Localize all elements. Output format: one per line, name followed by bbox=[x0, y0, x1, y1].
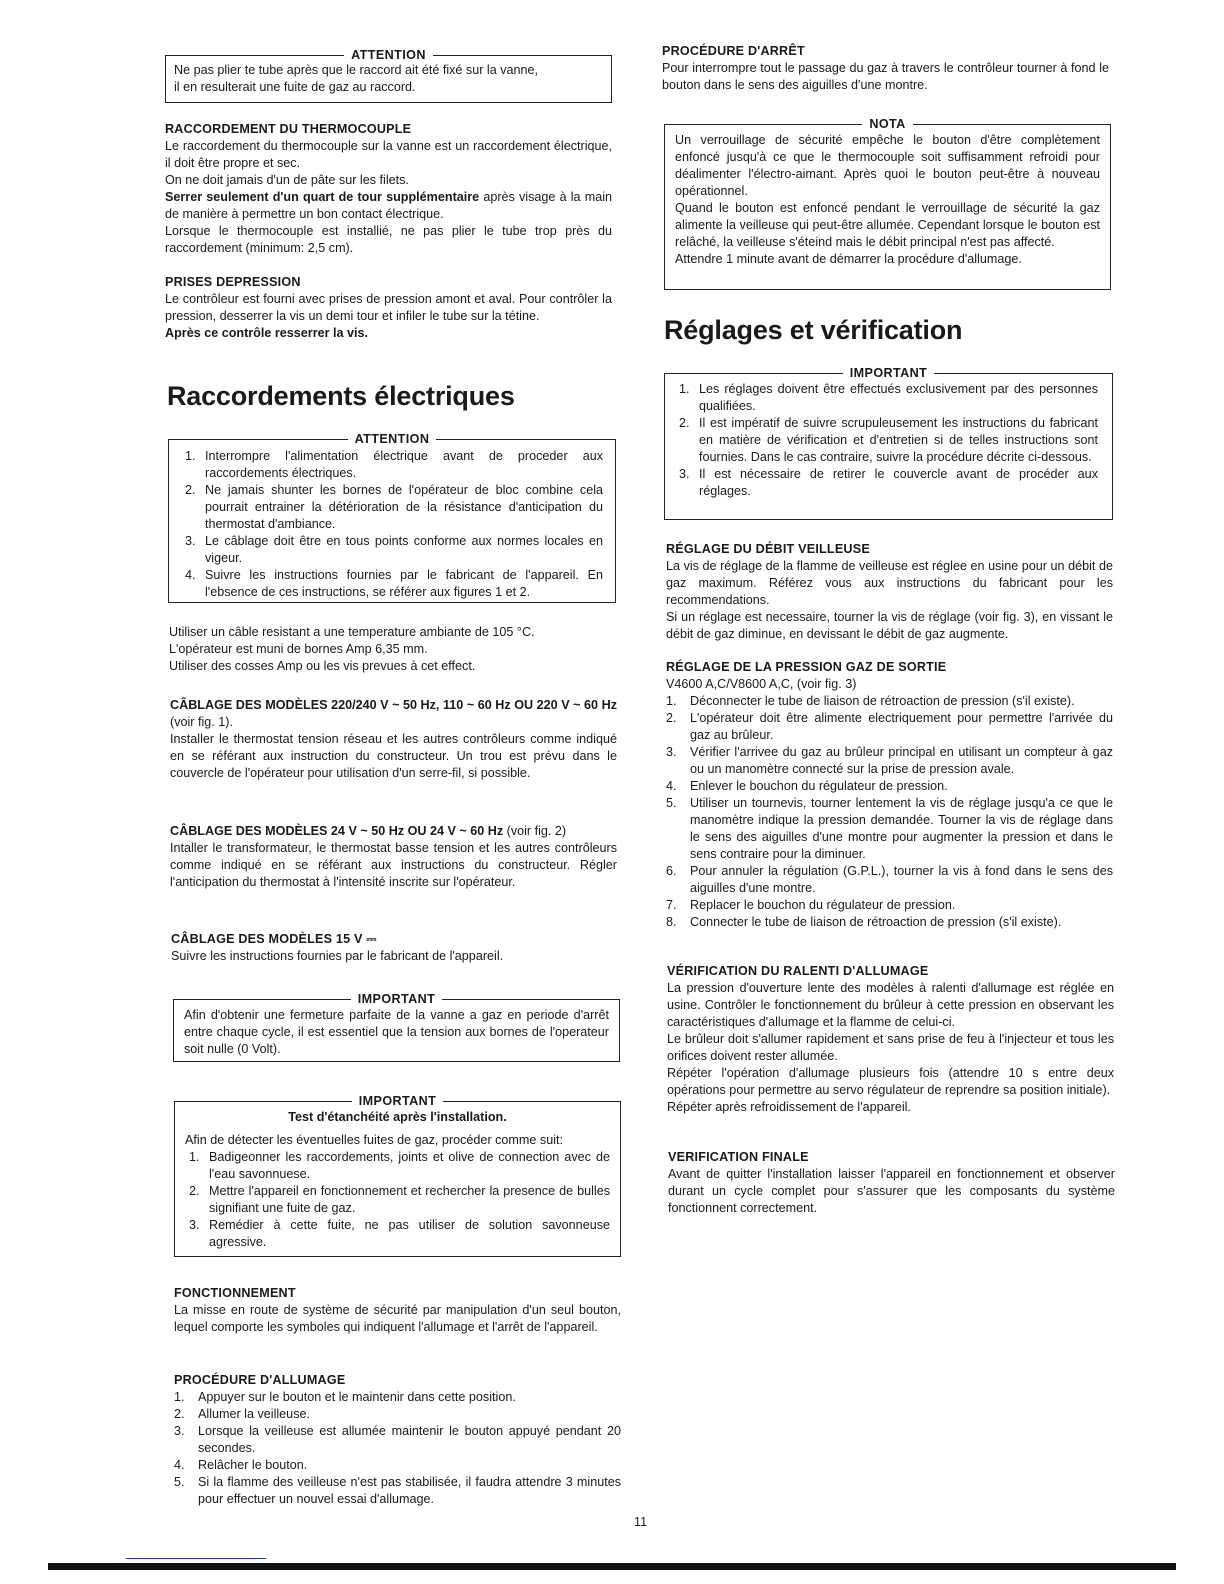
section-heading: RÉGLAGE DU DÉBIT VEILLEUSE bbox=[666, 542, 870, 556]
paragraph: Le contrôleur est fourni avec prises de pression amont et aval. Pour contrôler la pression, desserrer la vis un demi tour et infiler le tube sur la tétine. bbox=[165, 292, 612, 323]
important-title: IMPORTANT bbox=[175, 1092, 620, 1110]
allumage-list bbox=[174, 1389, 621, 1508]
paragraph: La pression d'ouverture lente des modèles à ralenti d'allumage est réglée en usine. Contrôler le fonctionnement du brûleur à cette pression en observant les caractéristiques d'allumage et la flamme de celui-ci. bbox=[667, 981, 1114, 1029]
section-pression bbox=[666, 659, 1113, 931]
list-item: 3. Vérifier l'arrivee du gaz au brûleur principal en utilisant un compteur à gaz ou un manomètre connecté sur la prise de pression avale. bbox=[666, 745, 1113, 776]
list-item: 8. Connecter le tube de liaison de rétroaction de pression (s'il existe). bbox=[666, 915, 1062, 929]
paragraph: CÂBLAGE DES MODÈLES 220/240 V ~ 50 Hz, 110 ~ 60 Hz OU 220 V ~ 60 Hz (voir fig. 1). bbox=[170, 698, 617, 729]
paragraph: Installer le thermostat tension réseau et les autres contrôleurs comme indiqué en se référant aux instruction du constructeur. Un trou est prévu dans le couvercle de l'opérateur pour utilisation d'un serre-fil, si possible. bbox=[170, 732, 617, 780]
paragraph: Si un réglage est necessaire, tourner la vis de réglage (voir fig. 3), en vissant le débit de gaz diminue, en devissant le débit de gaz augmente. bbox=[666, 610, 1113, 641]
attention-title: ATTENTION bbox=[169, 430, 615, 448]
nota-title: NOTA bbox=[665, 115, 1110, 133]
paragraph: Attendre 1 minute avant de démarrer la procédure d'allumage. bbox=[675, 252, 1022, 266]
etancheite-list bbox=[185, 1149, 610, 1251]
section-title-electriques: Raccordements électriques bbox=[167, 381, 515, 411]
section-thermocouple bbox=[165, 121, 612, 257]
important-box-reglages bbox=[664, 366, 1113, 520]
section-allumage bbox=[174, 1372, 621, 1508]
nota-box bbox=[664, 117, 1111, 290]
list-item: 3. Lorsque la veilleuse est allumée maintenir le bouton appuyé pendant 20 secondes. bbox=[174, 1424, 621, 1455]
paragraph: Après ce contrôle resserrer la vis. bbox=[165, 326, 369, 340]
section-title-reglages: Réglages et vérification bbox=[664, 315, 963, 345]
paragraph: On ne doit jamais d'un de pâte sur les filets. bbox=[165, 173, 409, 187]
list-item: 6. Pour annuler la régulation (G.P.L.), tourner la vis à fond dans le sens des aiguilles d'une montre. bbox=[666, 864, 1113, 895]
paragraph: Suivre les instructions fournies par le fabricant de l'appareil. bbox=[171, 949, 504, 963]
list-item: 3. Il est nécessaire de retirer le couvercle avant de procéder aux réglages. bbox=[679, 467, 1098, 498]
list-item: 2. Allumer la veilleuse. bbox=[174, 1407, 310, 1421]
attention-line: il en resulterait une fuite de gaz au raccord. bbox=[174, 80, 416, 94]
section-heading: RACCORDEMENT DU THERMOCOUPLE bbox=[165, 122, 412, 136]
paragraph: Avant de quitter l'installation laisser l'appareil en fonctionnement et observer durant un cycle complet pour s'assurer que les composants du système fonctionnent correctement. bbox=[668, 1167, 1115, 1215]
list-item: 2. L'opérateur doit être alimente electriquement pour permettre l'arrivée du gaz au brûleur. bbox=[666, 711, 1113, 742]
list-item: 4. Relâcher le bouton. bbox=[174, 1458, 308, 1472]
section-heading: PRISES DEPRESSION bbox=[165, 275, 301, 289]
paragraph: V4600 A,C/V8600 A,C, (voir fig. 3) bbox=[666, 677, 857, 691]
section-heading: VÉRIFICATION DU RALENTI D'ALLUMAGE bbox=[667, 964, 929, 978]
important-title: IMPORTANT bbox=[174, 990, 619, 1008]
list-item: 1. Déconnecter le tube de liaison de rétroaction de pression (s'il existe). bbox=[666, 694, 1075, 708]
important-title: IMPORTANT bbox=[665, 364, 1112, 382]
list-item: 2. Il est impératif de suivre scrupuleusement les instructions du fabricant en matière de vérification et d'entretien si de telles instructions sont fournies. Dans le cas contraire, suivre la procédure décrite ci-dessous. bbox=[679, 416, 1098, 464]
important-box-tension bbox=[173, 992, 620, 1062]
list-item: 7. Replacer le bouchon du régulateur de pression. bbox=[666, 898, 956, 912]
list-item: 3. Remédier à cette fuite, ne pas utiliser de solution savonneuse agressive. bbox=[189, 1218, 610, 1249]
paragraph: Serrer seulement d'un quart de tour supplémentaire après visage à la main de manière à permettre un bon contact électrique. bbox=[165, 190, 612, 221]
paragraph: Afin d'obtenir une fermeture parfaite de la vanne a gaz en periode d'arrêt entre chaque cycle, il est essentiel que la tension aux bornes de l'operateur soit nulle (0 Volt). bbox=[184, 1008, 609, 1056]
important-box-etancheite bbox=[174, 1094, 621, 1257]
section-heading: CÂBLAGE DES MODÈLES 220/240 V ~ 50 Hz, 110 ~ 60 Hz OU 220 V ~ 60 Hz bbox=[170, 698, 617, 712]
paragraph: Le raccordement du thermocouple sur la vanne est un raccordement électrique, il doit être propre et sec. bbox=[165, 139, 612, 170]
section-finale bbox=[668, 1149, 1115, 1217]
important-subtitle: Test d'étanchéité après l'installation. bbox=[288, 1110, 507, 1124]
section-cable bbox=[169, 624, 616, 675]
section-veilleuse bbox=[666, 541, 1113, 643]
paragraph: Afin de détecter les éventuelles fuites de gaz, procéder comme suit: bbox=[185, 1133, 564, 1147]
list-item: 1. Badigeonner les raccordements, joints et olive de connection avec de l'eau savonnuese. bbox=[189, 1150, 610, 1181]
list-item: 4. Enlever le bouchon du régulateur de pression. bbox=[666, 779, 948, 793]
section-heading: PROCÉDURE D'ARRÊT bbox=[662, 44, 805, 58]
attention-box-electrique bbox=[168, 432, 616, 603]
section-heading: VERIFICATION FINALE bbox=[668, 1150, 809, 1164]
page-number: 11 bbox=[634, 1515, 648, 1529]
paragraph: CÂBLAGE DES MODÈLES 24 V ~ 50 Hz OU 24 V ~ 60 Hz (voir fig. 2) bbox=[170, 824, 567, 838]
paragraph: Répéter l'opération d'allumage plusieurs fois (attendre 10 s entre deux opérations pour permettre au servo régulateur de reprendre sa position initiale). bbox=[667, 1066, 1114, 1097]
list-item: 1. Interrompre l'alimentation électrique avant de proceder aux raccordements électriques. bbox=[185, 449, 603, 480]
paragraph: Le brûleur doit s'allumer rapidement et sans prise de feu à l'injecteur et tous les orifices doivent rester allumée. bbox=[667, 1032, 1114, 1063]
attention-box-tube bbox=[165, 48, 612, 103]
paragraph: La misse en route de système de sécurité par manipulation d'un seul bouton, lequel comporte les symboles qui indiquent l'allumage et l'arrêt de l'appareil. bbox=[174, 1303, 621, 1334]
section-heading: CÂBLAGE DES MODÈLES 15 V ⎓ bbox=[171, 932, 377, 946]
section-fonctionnement bbox=[174, 1285, 621, 1336]
section-ralenti bbox=[667, 963, 1114, 1116]
section-cablage-15 bbox=[171, 931, 618, 965]
section-cablage-24 bbox=[170, 823, 617, 891]
list-item: 2. Mettre l'appareil en fonctionnement et rechercher la presence de bulles signifiant une fuite de gaz. bbox=[189, 1184, 610, 1215]
section-prises bbox=[165, 274, 612, 342]
attention-line: Ne pas plier te tube après que le raccord ait été fixé sur la vanne, bbox=[174, 63, 539, 77]
section-heading: PROCÉDURE D'ALLUMAGE bbox=[174, 1373, 346, 1387]
section-cablage-220 bbox=[170, 697, 617, 782]
paragraph: Quand le bouton est enfoncé pendant le verrouillage de sécurité la gaz alimente la veilleuse qui peut-être allumée. Cependant lorsque le bouton est relâché, la veilleuse s'éteind mais le débit principal n'est pas affecté. bbox=[675, 201, 1100, 249]
paragraph: Un verrouillage de sécurité empêche le bouton d'être complètement enfoncé jusqu'à ce que le thermocouple soit suffisamment refroidi pour déalimenter l'électro-aimant. Après quoi le bouton peut-être à nouveau opérationnel. bbox=[675, 133, 1100, 198]
footer-bar bbox=[48, 1563, 1176, 1570]
paragraph: La vis de réglage de la flamme de veilleuse est réglee en usine pour un débit de gaz maximum. Référez vous aux instructions du fabricant pour les recommendations. bbox=[666, 559, 1113, 607]
list-item: 1. Appuyer sur le bouton et le maintenir dans cette position. bbox=[174, 1390, 516, 1404]
footer-rule-blue bbox=[126, 1558, 266, 1559]
list-item: 2. Ne jamais shunter les bornes de l'opérateur de bloc combine cela pourrait entrainer la détérioration de la résistance d'anticipation du thermostat d'ambiance. bbox=[185, 483, 603, 531]
attention-title: ATTENTION bbox=[166, 46, 611, 64]
attention-list bbox=[181, 448, 603, 601]
paragraph: Pour interrompre tout le passage du gaz à travers le contrôleur tourner à fond le bouton dans le sens des aiguilles d'une montre. bbox=[662, 61, 1109, 92]
paragraph: Répéter après refroidissement de l'appareil. bbox=[667, 1100, 911, 1114]
list-item: 4. Suivre les instructions fournies par le fabricant de l'appareil. En l'ebsence de ces instructions, se référer aux figures 1 et 2. bbox=[185, 568, 603, 599]
section-heading: RÉGLAGE DE LA PRESSION GAZ DE SORTIE bbox=[666, 660, 947, 674]
list-item: 3. Le câblage doit être en tous points conforme aux normes locales en vigeur. bbox=[185, 534, 603, 565]
paragraph: Utiliser des cosses Amp ou les vis prevues à cet effect. bbox=[169, 659, 476, 673]
section-heading: CÂBLAGE DES MODÈLES 24 V ~ 50 Hz OU 24 V ~ 60 Hz bbox=[170, 824, 504, 838]
paragraph: Intaller le transformateur, le thermostat basse tension et les autres contrôleurs comme indiqué en se référant aux instructions du constructeur. Régler l'anticipation du thermostat à l'intensité inscrite sur l'opérateur. bbox=[170, 841, 617, 889]
paragraph: Lorsque le thermocouple est installié, ne pas plier le tube trop près du raccordement (minimum: 2,5 cm). bbox=[165, 224, 612, 255]
paragraph: Utiliser un câble resistant a une temperature ambiante de 105 °C. bbox=[169, 625, 535, 639]
list-item: 5. Si la flamme des veilleuse n'est pas stabilisée, il faudra attendre 3 minutes pour effectuer un nouvel essai d'allumage. bbox=[174, 1475, 621, 1506]
pression-list bbox=[666, 693, 1113, 931]
list-item: 5. Utiliser un tournevis, tourner lentement la vis de réglage jusqu'a ce que le manomètre indique la pression demandée. Tourner la vis de réglage dans le sens des aiguilles d'une montre pour augmenter la pression et dans le sens contraire pour la diminuer. bbox=[666, 796, 1113, 861]
section-heading: FONCTIONNEMENT bbox=[174, 1286, 296, 1300]
section-arret bbox=[662, 43, 1109, 94]
paragraph: L'opérateur est muni de bornes Amp 6,35 mm. bbox=[169, 642, 428, 656]
important-list bbox=[675, 381, 1098, 500]
list-item: 1. Les réglages doivent être effectués exclusivement par des personnes qualifiées. bbox=[679, 382, 1098, 413]
